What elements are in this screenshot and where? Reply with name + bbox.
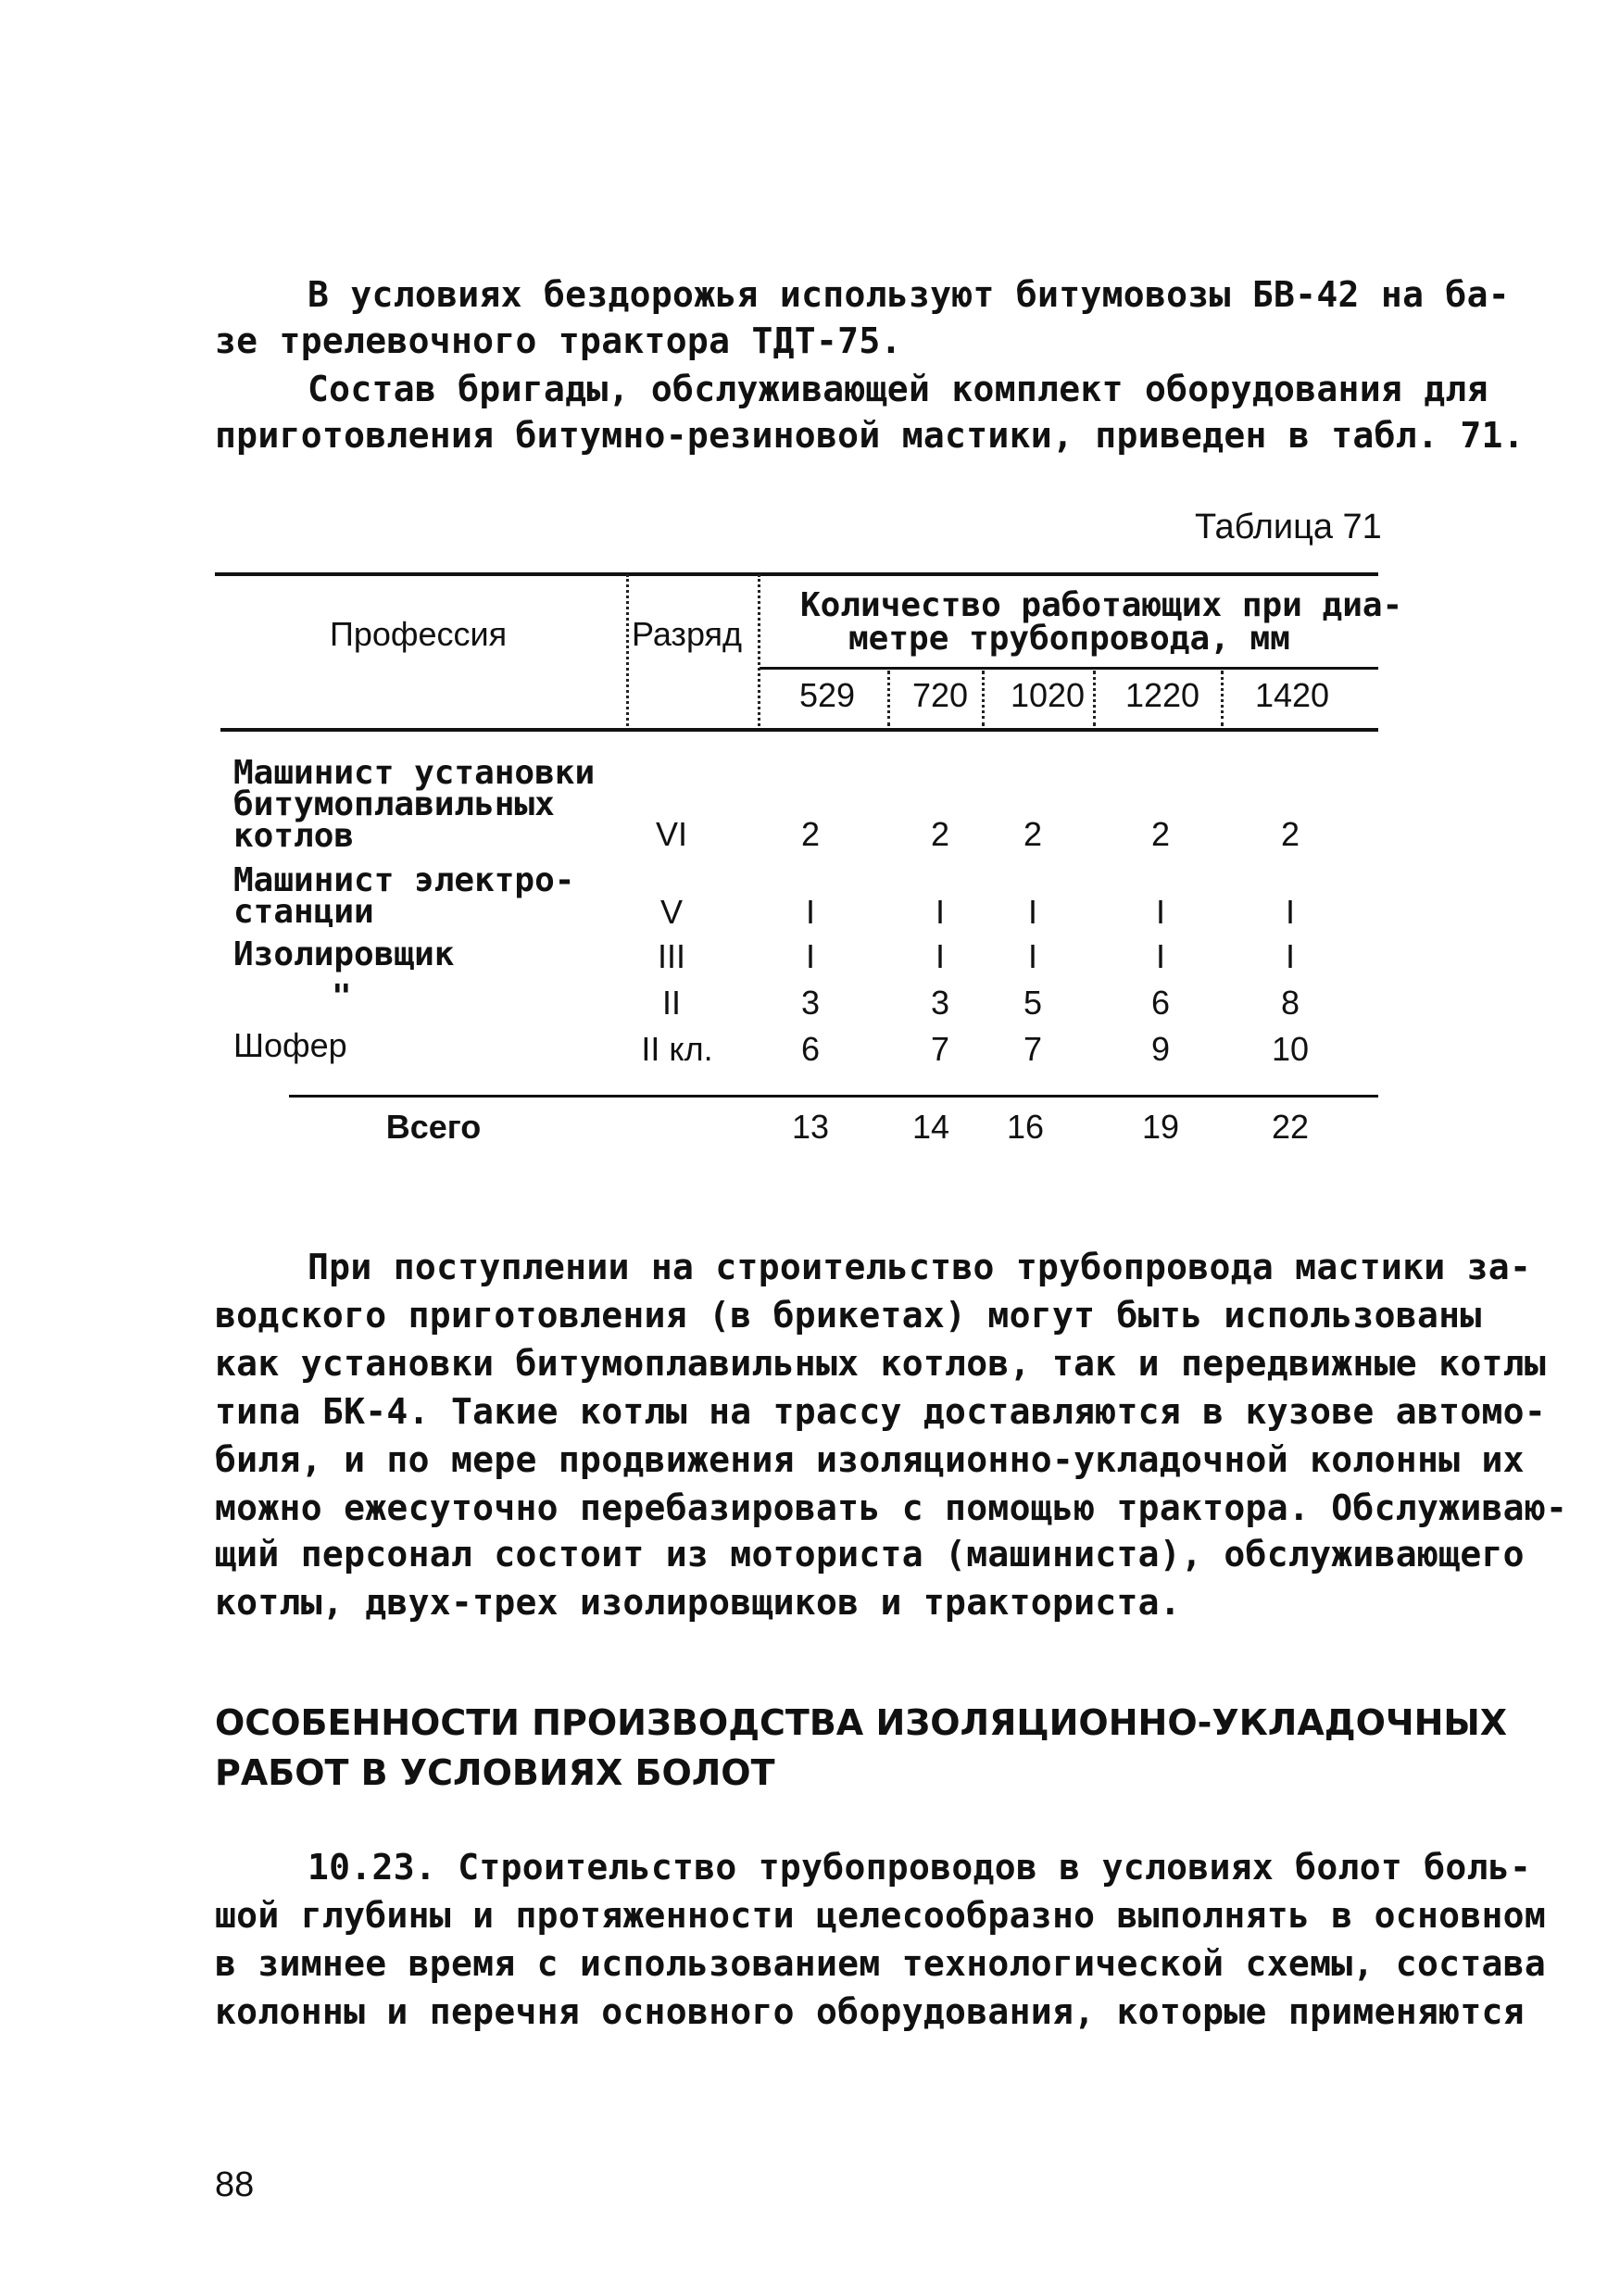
row5-v1: 6 (800, 1030, 821, 1068)
section-title-line-2: РАБОТ В УСЛОВИЯХ БОЛОТ (215, 1752, 775, 1793)
row2-v4: I (1155, 893, 1165, 931)
total-v3: 16 (1006, 1108, 1045, 1146)
header-diam-529: 529 (798, 676, 856, 714)
row2-grade: V (659, 893, 683, 931)
row1-v5: 2 (1280, 815, 1300, 853)
row2-v1: I (805, 893, 815, 931)
row3-v3: I (1027, 937, 1037, 975)
diam-divider-1 (887, 671, 890, 726)
intro-line-2: зе трелевочного трактора ТДТ-75. (215, 320, 902, 361)
row4-v2: 3 (930, 984, 950, 1022)
row5-v2: 7 (930, 1030, 950, 1068)
row2-profession-line2: станции (233, 893, 374, 931)
total-v5: 22 (1271, 1108, 1310, 1146)
table-top-rule (215, 572, 1378, 576)
intro-line-3: Состав бригады, обслуживающей комплект оборудования для (308, 369, 1488, 409)
para3-line-4: колонны и перечня основного оборудования, которые применяются (215, 1991, 1525, 2032)
row3-profession: Изолировщик (233, 935, 455, 973)
row2-v3: I (1027, 893, 1037, 931)
diam-divider-4 (1221, 671, 1224, 726)
total-label: Всего (385, 1108, 482, 1146)
para2-line-2: водского приготовления (в брикетах) могут быть использованы (215, 1295, 1482, 1336)
total-v4: 19 (1141, 1108, 1180, 1146)
row1-v2: 2 (930, 815, 950, 853)
para2-line-1: При поступлении на строительство трубопровода мастики за- (308, 1247, 1532, 1287)
row1-grade: VI (655, 815, 687, 853)
para2-line-6: можно ежесуточно перебазировать с помощью трактора. Обслуживаю- (215, 1487, 1568, 1528)
para3-line-3: в зимнее время с использованием технологической схемы, состава (215, 1943, 1547, 1984)
total-v1: 13 (791, 1108, 830, 1146)
diam-divider-2 (982, 671, 985, 726)
header-diam-1020: 1020 (1010, 676, 1086, 714)
para2-line-8: котлы, двух-трех изолировщиков и тракториста. (215, 1582, 1182, 1623)
header-profession: Профессия (330, 615, 508, 653)
para2-line-5: биля, и по мере продвижения изоляционно-укладочной колонны их (215, 1439, 1525, 1480)
header-count-line-2: метре трубопровода, мм (848, 620, 1290, 658)
intro-line-1: В условиях бездорожья используют битумовозы БВ-42 на ба- (308, 274, 1510, 315)
header-diam-720: 720 (911, 676, 969, 714)
header-diam-1220: 1220 (1124, 676, 1200, 714)
row4-v5: 8 (1280, 984, 1300, 1022)
row1-v1: 2 (800, 815, 821, 853)
section-title-line-1: ОСОБЕННОСТИ ПРОИЗВОДСТВА ИЗОЛЯЦИОННО-УКЛАДОЧНЫХ (215, 1702, 1508, 1743)
row3-v5: I (1285, 937, 1295, 975)
row1-v3: 2 (1023, 815, 1043, 853)
row4-v3: 5 (1023, 984, 1043, 1022)
row1-profession-line2: битумоплавильных (233, 785, 555, 823)
para2-line-4: типа БК-4. Такие котлы на трассу доставляются в кузове автомо- (215, 1391, 1547, 1432)
table-header-subrule (760, 667, 1378, 670)
header-grade: Разряд (632, 615, 743, 653)
diam-divider-3 (1093, 671, 1096, 726)
row2-v5: I (1285, 893, 1295, 931)
total-v2: 14 (911, 1108, 950, 1146)
row2-v2: I (935, 893, 945, 931)
table-total-rule (289, 1095, 1378, 1098)
row1-profession-line3: котлов (233, 817, 355, 855)
para2-line-7: щий персонал состоит из моториста (машиниста), обслуживающего (215, 1534, 1525, 1575)
row4-profession-ditto: " (332, 978, 352, 1016)
row2-profession-line1: Машинист электро- (233, 861, 575, 899)
row3-v1: I (805, 937, 815, 975)
header-divider-1 (626, 574, 629, 726)
row5-v3: 7 (1023, 1030, 1043, 1068)
para3-line-2: шой глубины и протяженности целесообразно выполнять в основном (215, 1895, 1547, 1936)
header-divider-2 (758, 574, 760, 726)
row5-grade: II кл. (641, 1030, 713, 1068)
row1-v4: 2 (1150, 815, 1171, 853)
intro-line-4: приготовления битумно-резиновой мастики, приведен в табл. 71. (215, 415, 1525, 456)
header-diam-1420: 1420 (1254, 676, 1330, 714)
row4-v1: 3 (800, 984, 821, 1022)
para2-line-3: как установки битумоплавильных котлов, так и передвижные котлы (215, 1343, 1547, 1384)
page-number: 88 (215, 2165, 255, 2204)
row4-grade: II (661, 984, 681, 1022)
row3-grade: III (657, 937, 685, 975)
table-header-bottom-rule (220, 728, 1378, 732)
row1-profession-line1: Машинист установки (233, 754, 596, 792)
para3-line-1: 10.23. Строительство трубопроводов в условиях болот боль- (308, 1847, 1532, 1888)
row5-v5: 10 (1271, 1030, 1310, 1068)
row5-v4: 9 (1150, 1030, 1171, 1068)
row3-v4: I (1155, 937, 1165, 975)
row5-profession: Шофер (233, 1026, 347, 1064)
table-caption: Таблица 71 (1195, 508, 1382, 546)
header-count-line-1: Количество работающих при диа- (800, 586, 1403, 624)
row3-v2: I (935, 937, 945, 975)
row4-v4: 6 (1150, 984, 1171, 1022)
